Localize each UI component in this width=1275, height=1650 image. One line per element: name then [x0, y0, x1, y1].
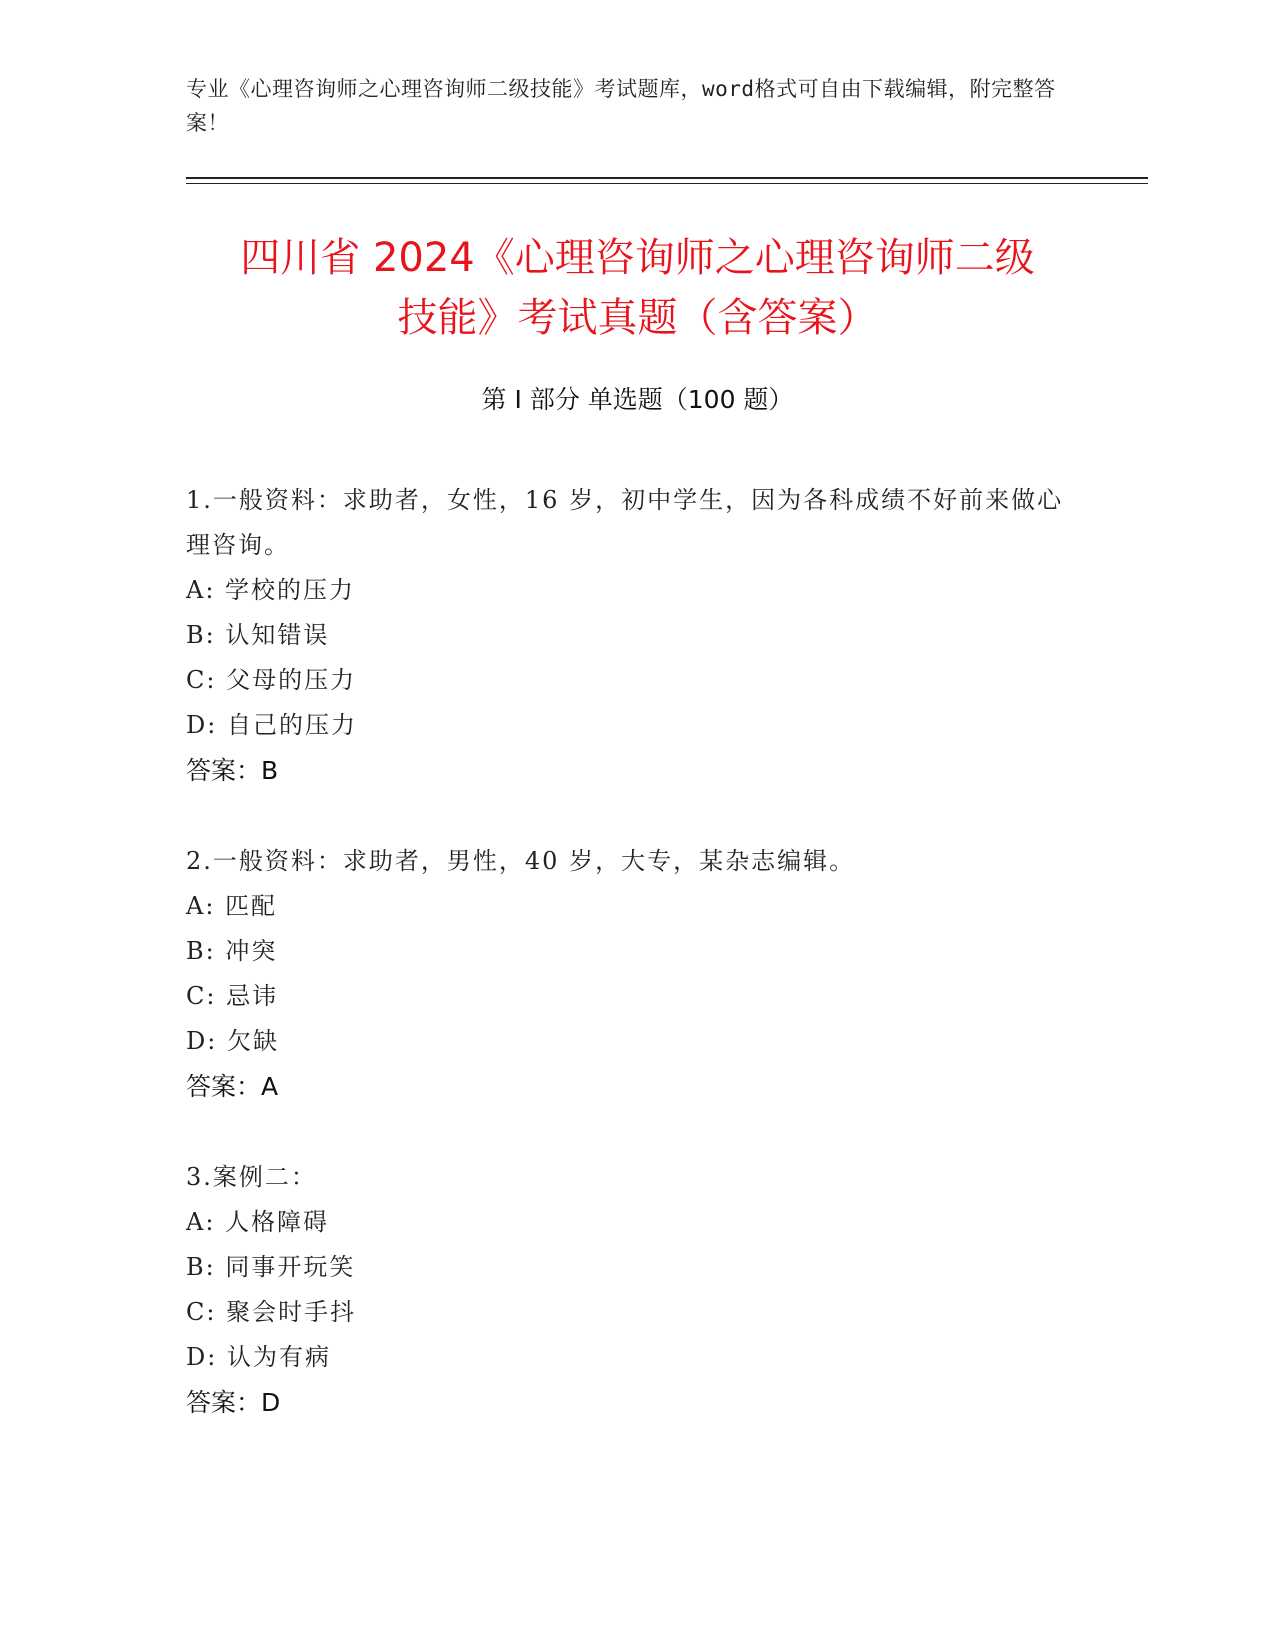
option-a: A: 匹配 — [186, 892, 278, 920]
option-c: C: 聚会时手抖 — [186, 1298, 357, 1326]
header-note: 专业《心理咨询师之心理咨询师二级技能》考试题库，word格式可自由下载编辑，附完整答案！ — [186, 77, 1056, 135]
option-b: B: 同事开玩笑 — [186, 1253, 356, 1281]
option-a: A: 人格障碍 — [186, 1208, 330, 1236]
section-title: 第 I 部分 单选题（100 题） — [481, 385, 794, 414]
option-d: D: 欠缺 — [186, 1027, 279, 1055]
header-rule-top — [186, 177, 1148, 179]
option-c: C: 忌讳 — [186, 982, 279, 1010]
question-2 — [186, 839, 1086, 1109]
answer: 答案：A — [186, 1072, 279, 1101]
document-title — [150, 228, 1125, 348]
option-c: C: 父母的压力 — [186, 666, 357, 694]
option-b: B: 认知错误 — [186, 621, 330, 649]
question-stem: 3.案例二： — [186, 1163, 317, 1191]
option-b: B: 冲突 — [186, 937, 278, 965]
answer: 答案：B — [186, 756, 279, 785]
question-list — [186, 478, 1086, 1471]
question-stem: 2.一般资料：求助者，男性，40 岁，大专，某杂志编辑。 — [186, 847, 856, 875]
question-stem: 1.一般资料：求助者，女性，16 岁，初中学生，因为各科成绩不好前来做心理咨询。 — [186, 486, 1064, 559]
option-a: A: 学校的压力 — [186, 576, 356, 604]
header-rule-bottom — [186, 183, 1148, 184]
document-title-line-2: 技能》考试真题（含答案） — [397, 295, 878, 341]
answer: 答案：D — [186, 1388, 281, 1417]
question-1 — [186, 478, 1086, 793]
question-3 — [186, 1155, 1086, 1425]
option-d: D: 自己的压力 — [186, 711, 357, 739]
option-d: D: 认为有病 — [186, 1343, 331, 1371]
document-title-line-1: 四川省 2024《心理咨询师之心理咨询师二级 — [240, 235, 1035, 281]
